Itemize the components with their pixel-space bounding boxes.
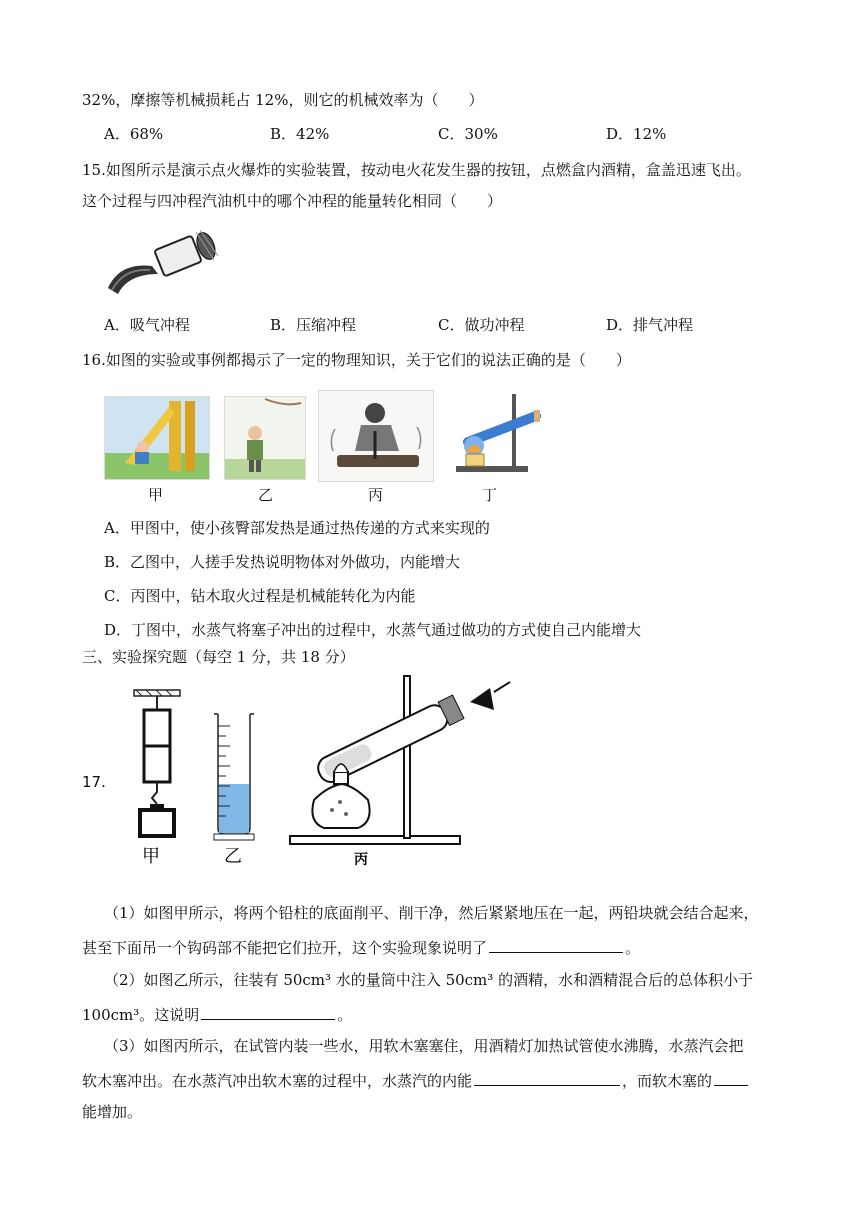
figure-bing-steam-cork bbox=[284, 672, 524, 870]
q17-blank-3[interactable] bbox=[474, 1069, 620, 1086]
q17-part2-text: 100cm³。这说明 bbox=[82, 1006, 200, 1024]
q16-option-a: A．甲图中，使小孩臀部发热是通过热传递的方式来实现的 bbox=[104, 519, 490, 537]
caption-q17-jia: 甲 bbox=[142, 846, 160, 864]
q17-part2-end: 。 bbox=[337, 1006, 353, 1024]
q17-part2-line1: （2）如图乙所示，往装有 50cm³ 水的量筒中注入 50cm³ 的酒精，水和酒精混合后的总体积小于 bbox=[104, 971, 754, 989]
q16-stem: 16.如图的实验或事例都揭示了一定的物理知识，关于它们的说法正确的是（ ） bbox=[82, 351, 631, 369]
igniter-handle-icon bbox=[108, 265, 158, 294]
q14-option-c: C．30% bbox=[438, 125, 498, 143]
q15-option-c: C．做功冲程 bbox=[438, 316, 525, 334]
figure-yi-rubbing-hands bbox=[224, 396, 306, 480]
q15-option-b: B．压缩冲程 bbox=[270, 316, 357, 334]
q17-part3-text: 软木塞冲出。在水蒸汽冲出软木塞的过程中，水蒸汽的内能 bbox=[82, 1072, 473, 1090]
figure-jia-slide bbox=[104, 396, 210, 480]
q17-number: 17. bbox=[82, 773, 106, 791]
caption-jia: 甲 bbox=[148, 486, 164, 504]
section-3-heading: 三、实验探究题（每空 1 分，共 18 分） bbox=[82, 648, 355, 666]
q15-option-d: D．排气冲程 bbox=[606, 316, 694, 334]
q14-option-b: B．42% bbox=[270, 125, 330, 143]
q17-part1-line1: （1）如图甲所示，将两个铅柱的底面削平、削干净，然后紧紧地压在一起，两铅块就会结合起来， bbox=[104, 904, 759, 922]
figure-ding-test-tube bbox=[446, 386, 542, 478]
q17-part3-line3: 能增加。 bbox=[82, 1103, 143, 1121]
q17-blank-1[interactable] bbox=[489, 936, 623, 953]
q17-blank-4[interactable] bbox=[714, 1069, 748, 1086]
q17-part1-line2 bbox=[82, 936, 640, 958]
q17-blank-2[interactable] bbox=[201, 1003, 335, 1020]
q15-stem-line2: 这个过程与四冲程汽油机中的哪个冲程的能量转化相同（ ） bbox=[82, 192, 503, 210]
caption-q17-yi: 乙 bbox=[224, 846, 242, 866]
q16-option-b: B．乙图中，人搓手发热说明物体对外做功，内能增大 bbox=[104, 553, 461, 571]
q17-part1-end: 。 bbox=[625, 939, 641, 957]
q17-part1-text: 甚至下面吊一个钩码部不能把它们拉开，这个实验现象说明了 bbox=[82, 939, 488, 957]
q16-option-d: D．丁图中，水蒸气将塞子冲出的过程中，水蒸气通过做功的方式使自己内能增大 bbox=[104, 621, 642, 639]
figure-jia-lead-cylinders bbox=[128, 688, 188, 864]
q17-part3-line2 bbox=[82, 1069, 750, 1091]
q14-option-d: D．12% bbox=[606, 125, 667, 143]
q16-option-c: C．丙图中，钻木取火过程是机械能转化为内能 bbox=[104, 587, 416, 605]
box-with-lid-icon bbox=[154, 230, 218, 276]
caption-bing: 丙 bbox=[368, 486, 384, 504]
q17-part3-mid: ，而软木塞的 bbox=[622, 1072, 713, 1090]
q14-option-a: A．68% bbox=[104, 125, 164, 143]
q17-part2-line2 bbox=[82, 1003, 352, 1025]
caption-q17-bing: 丙 bbox=[354, 852, 368, 868]
spark-igniter-figure bbox=[100, 222, 230, 302]
q17-part3-line1: （3）如图丙所示，在试管内装一些水，用软木塞塞住，用酒精灯加热试管使水沸腾，水蒸汽会把 bbox=[104, 1037, 744, 1055]
q15-option-a: A．吸气冲程 bbox=[104, 316, 190, 334]
figure-yi-graduated-cylinder bbox=[210, 710, 258, 866]
q15-stem-line1: 15.如图所示是演示点火爆炸的实验装置，按动电火花发生器的按钮，点燃盒内酒精，盒盖迅速飞出。 bbox=[82, 161, 751, 179]
caption-ding: 丁 bbox=[482, 486, 498, 504]
q14-stem-tail: 32%，摩擦等机械损耗占 12%，则它的机械效率为（ ） bbox=[82, 91, 484, 109]
figure-bing-drilling-wood bbox=[318, 390, 434, 482]
caption-yi: 乙 bbox=[258, 486, 274, 504]
